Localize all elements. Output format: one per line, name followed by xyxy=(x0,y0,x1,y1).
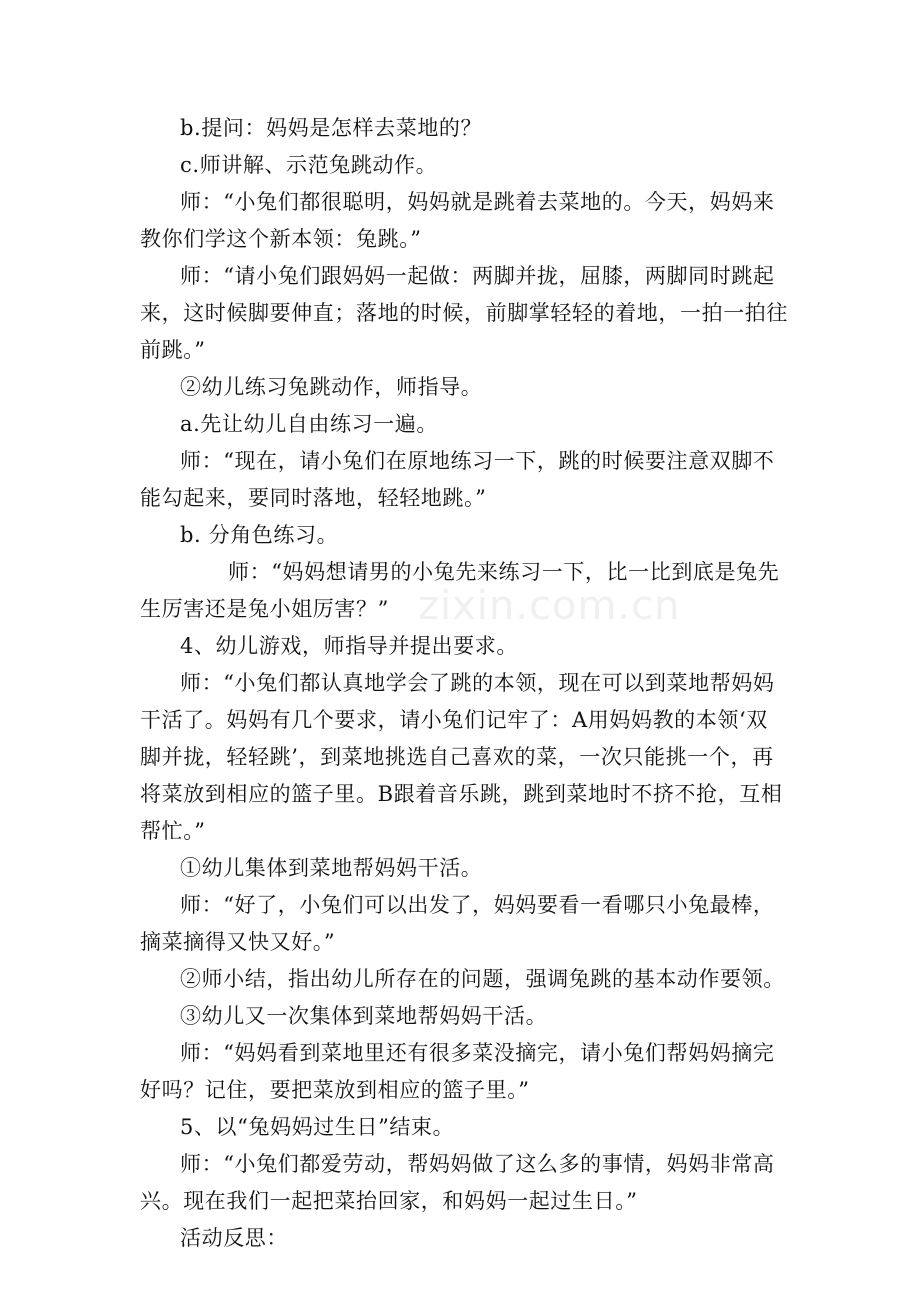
paragraph-line: 将菜放到相应的篮子里。B跟着音乐跳，跳到菜地时不挤不抢，互相 xyxy=(140,782,783,806)
paragraph-line: ①幼儿集体到菜地帮妈妈干活。 xyxy=(180,856,483,880)
paragraph-line: 能勾起来，要同时落地，轻轻地跳。” xyxy=(140,486,487,510)
section-heading: 4、幼儿游戏，师指导并提出要求。 xyxy=(180,634,518,658)
section-heading: 5、以“兔妈妈过生日”结束。 xyxy=(180,1115,455,1139)
paragraph-line: ②师小结，指出幼儿所存在的问题，强调兔跳的基本动作要领。 xyxy=(180,967,785,991)
section-heading: 活动反思： xyxy=(180,1226,288,1250)
paragraph-line: ②幼儿练习兔跳动作，师指导。 xyxy=(180,375,483,399)
paragraph-line: 师：“请小兔们跟妈妈一起做：两脚并拢，屈膝，两脚同时跳起 xyxy=(180,264,775,288)
paragraph-line: 来，这时候脚要伸直；落地的时候，前脚掌轻轻的着地，一拍一拍往 xyxy=(140,301,788,325)
paragraph-line: 兴。现在我们一起把菜抬回家，和妈妈一起过生日。” xyxy=(140,1189,638,1213)
paragraph-line: 脚并拢，轻轻跳’，到菜地挑选自己喜欢的菜，一次只能挑一个，再 xyxy=(140,745,774,769)
document-body xyxy=(140,110,790,1257)
paragraph-line: 帮忙。” xyxy=(140,819,206,843)
paragraph-line: a.先让幼儿自由练习一遍。 xyxy=(180,412,438,436)
paragraph-line: 教你们学这个新本领：兔跳。” xyxy=(140,227,422,251)
paragraph-line: 师：“小兔们都很聪明，妈妈就是跳着去菜地的。今天，妈妈来 xyxy=(180,190,775,214)
paragraph-line: 师：“现在，请小兔们在原地练习一下，跳的时候要注意双脚不 xyxy=(180,449,775,473)
paragraph-line: 摘菜摘得又快又好。” xyxy=(140,930,336,954)
paragraph-line: 师：“妈妈想请男的小兔先来练习一下，比一比到底是兔先 xyxy=(228,560,780,584)
paragraph-line: 师：“妈妈看到菜地里还有很多菜没摘完，请小兔们帮妈妈摘完 xyxy=(180,1041,775,1065)
paragraph-line: c.师讲解、示范兔跳动作。 xyxy=(180,153,438,177)
paragraph-line: 前跳。” xyxy=(140,338,206,362)
paragraph-line: b. 分角色练习。 xyxy=(180,523,339,547)
paragraph-line: 师：“小兔们都爱劳动，帮妈妈做了这么多的事情，妈妈非常高 xyxy=(180,1152,775,1176)
paragraph-line: 干活了。妈妈有几个要求，请小兔们记牢了：A用妈妈教的本领‘双 xyxy=(140,708,768,732)
watermark: zixin.com.cn xyxy=(418,583,681,629)
paragraph-line: 生厉害还是兔小姐厉害？” xyxy=(140,597,389,621)
paragraph-line: ③幼儿又一次集体到菜地帮妈妈干活。 xyxy=(180,1004,548,1028)
paragraph-line: 师：“小兔们都认真地学会了跳的本领，现在可以到菜地帮妈妈 xyxy=(180,671,775,695)
paragraph-line: 好吗？记住，要把菜放到相应的篮子里。” xyxy=(140,1078,530,1102)
paragraph-line: b.提问：妈妈是怎样去菜地的？ xyxy=(180,116,483,140)
paragraph-line: 师：“好了，小兔们可以出发了，妈妈要看一看哪只小兔最棒， xyxy=(180,893,775,917)
